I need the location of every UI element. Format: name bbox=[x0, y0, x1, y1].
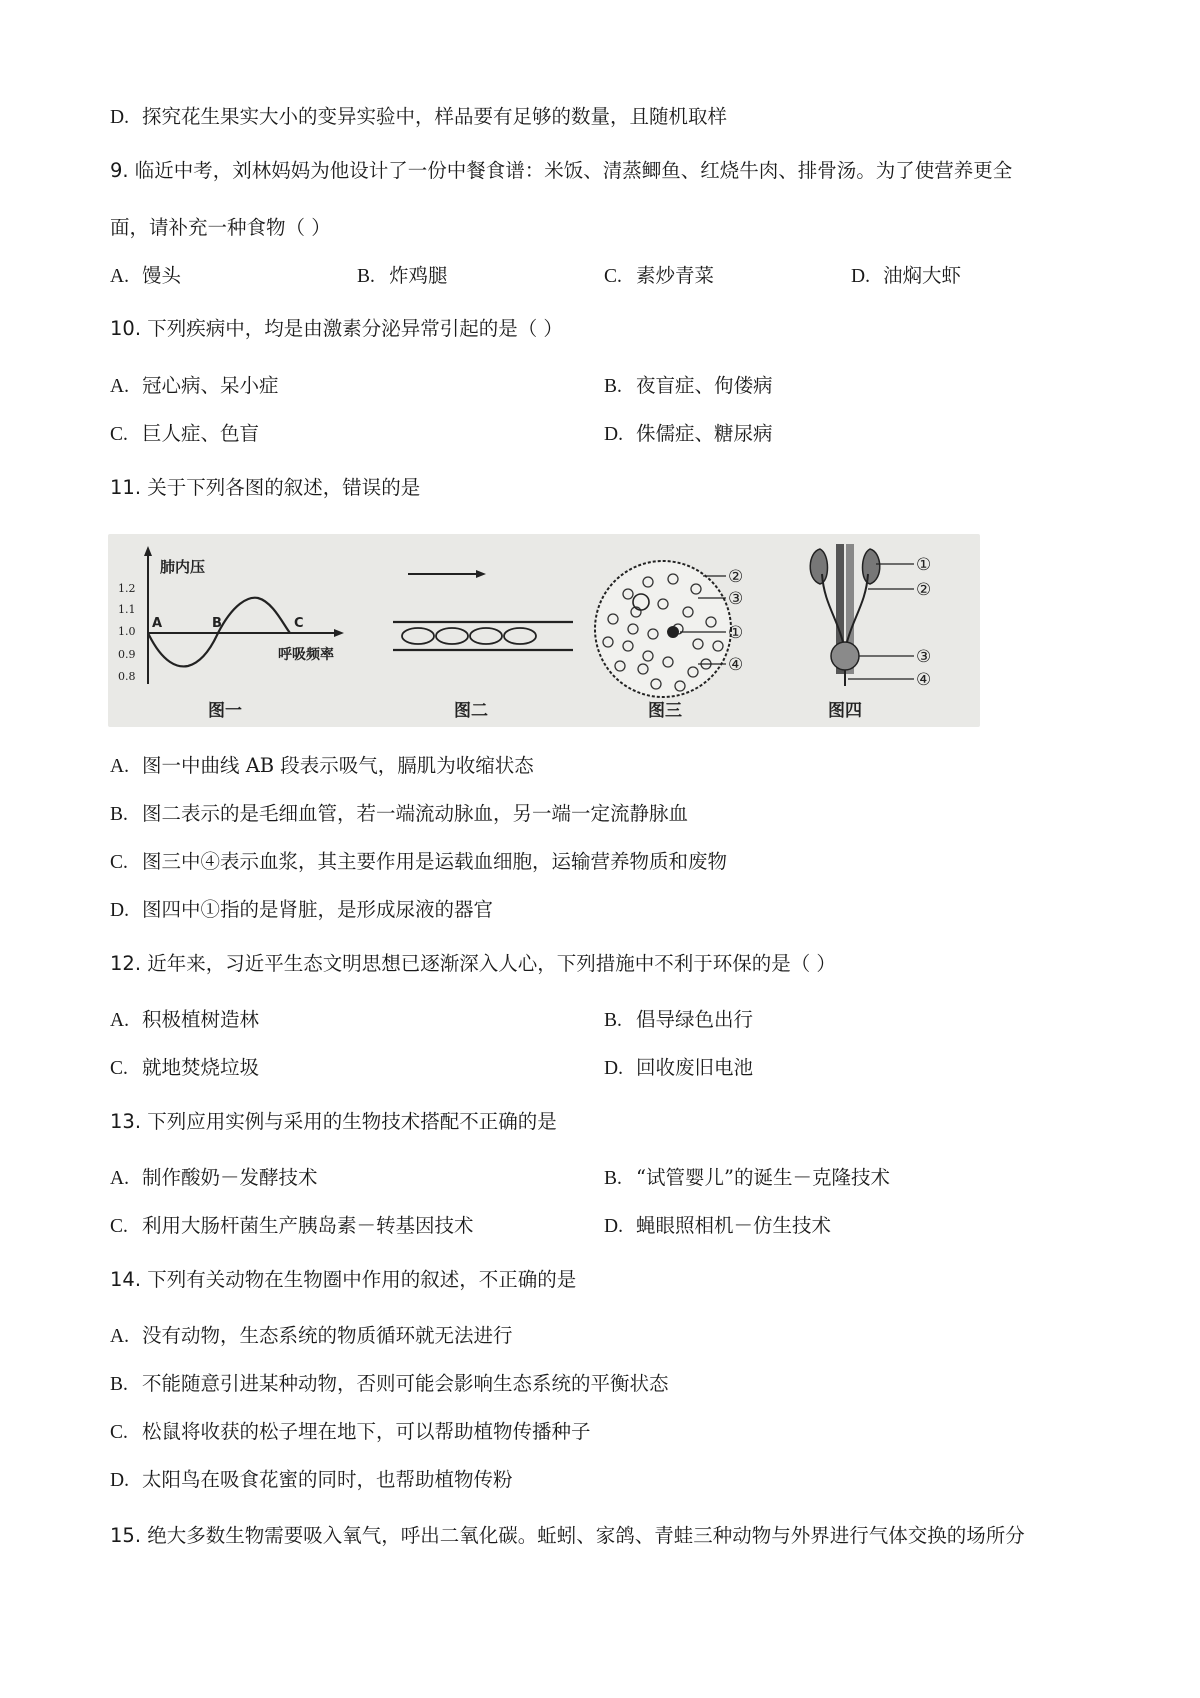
fig1-ylabel: 肺内压 bbox=[160, 558, 206, 576]
fig4-label-4: ④ bbox=[916, 670, 932, 690]
fig1-tick-1: 1.2 bbox=[118, 582, 136, 595]
q9-option-b: B. 炸鸡腿 bbox=[357, 264, 448, 287]
q12-option-c: C. 就地焚烧垃圾 bbox=[110, 1056, 260, 1079]
q13-stem: 13. 下列应用实例与采用的生物技术搭配不正确的是 bbox=[110, 1110, 557, 1133]
fig1-tick-2: 1.1 bbox=[118, 603, 136, 616]
q10-option-d: D. 侏儒症、糖尿病 bbox=[604, 422, 773, 445]
fig4-label-3: ③ bbox=[916, 647, 932, 667]
q13-option-a: A. 制作酸奶－发酵技术 bbox=[110, 1166, 318, 1189]
q8-option-d-text: 探究花生果实大小的变异实验中，样品要有足够的数量，且随机取样 bbox=[142, 105, 728, 128]
fig2-caption: 图二 bbox=[454, 701, 488, 721]
fig3-label-3: ③ bbox=[728, 589, 744, 609]
fig3-label-2: ② bbox=[728, 567, 744, 587]
q11-figure-svg bbox=[108, 534, 980, 727]
q10-stem: 10. 下列疾病中，均是由激素分泌异常引起的是（ ） bbox=[110, 317, 563, 340]
fig4-label-1: ① bbox=[916, 555, 932, 575]
fig3-label-4: ④ bbox=[728, 655, 744, 675]
q11-option-c: C. 图三中④表示血浆，其主要作用是运载血细胞，运输营养物质和废物 bbox=[110, 850, 728, 873]
q10-option-c: C. 巨人症、色盲 bbox=[110, 422, 260, 445]
q8-option-d: D. 探究花生果实大小的变异实验中，样品要有足够的数量，且随机取样 bbox=[110, 105, 728, 128]
fig3-caption: 图三 bbox=[648, 701, 682, 721]
q12-stem: 12. 近年来，习近平生态文明思想已逐渐深入人心，下列措施中不利于环保的是（ ） bbox=[110, 952, 836, 975]
fig3-blood-smear bbox=[595, 561, 743, 721]
q12-option-b: B. 倡导绿色出行 bbox=[604, 1008, 754, 1031]
fig2-capillary bbox=[393, 570, 573, 721]
fig1-tick-5: 0.8 bbox=[118, 670, 136, 683]
fig4-urinary-system bbox=[810, 544, 931, 721]
fig1-caption: 图一 bbox=[208, 701, 242, 721]
q11-stem: 11. 关于下列各图的叙述，错误的是 bbox=[110, 476, 421, 499]
q13-option-b: B. “试管婴儿”的诞生－克隆技术 bbox=[604, 1166, 890, 1189]
fig1-point-b: B bbox=[212, 616, 222, 631]
q10-option-a: A. 冠心病、呆小症 bbox=[110, 374, 279, 397]
q9-option-d: D. 油焖大虾 bbox=[851, 264, 962, 287]
fig3-label-1: ① bbox=[728, 623, 744, 643]
q13-option-d: D. 蝇眼照相机－仿生技术 bbox=[604, 1214, 832, 1237]
q14-option-c: C. 松鼠将收获的松子埋在地下，可以帮助植物传播种子 bbox=[110, 1420, 591, 1443]
q10-option-b: B. 夜盲症、佝偻病 bbox=[604, 374, 773, 397]
q14-option-a: A. 没有动物，生态系统的物质循环就无法进行 bbox=[110, 1324, 513, 1347]
fig1-pressure-graph bbox=[118, 546, 344, 721]
q14-option-d: D. 太阳鸟在吸食花蜜的同时，也帮助植物传粉 bbox=[110, 1468, 513, 1491]
q11-option-d: D. 图四中①指的是肾脏，是形成尿液的器官 bbox=[110, 898, 494, 921]
q14-stem: 14. 下列有关动物在生物圈中作用的叙述，不正确的是 bbox=[110, 1268, 577, 1291]
fig1-point-c: C bbox=[294, 616, 304, 631]
q9-stem-line2: 面，请补充一种食物（ ） bbox=[110, 216, 331, 239]
fig1-tick-4: 0.9 bbox=[118, 648, 136, 661]
q15-stem: 15. 绝大多数生物需要吸入氧气，呼出二氧化碳。蚯蚓、家鸽、青蛙三种动物与外界进行气体交换的场所分 bbox=[110, 1524, 1025, 1547]
q11-option-a: A. 图一中曲线 AB 段表示吸气，膈肌为收缩状态 bbox=[110, 754, 534, 777]
q13-option-c: C. 利用大肠杆菌生产胰岛素－转基因技术 bbox=[110, 1214, 474, 1237]
fig4-label-2: ② bbox=[916, 580, 932, 600]
fig4-caption: 图四 bbox=[828, 701, 862, 721]
q11-figure bbox=[108, 534, 980, 727]
q12-option-a: A. 积极植树造林 bbox=[110, 1008, 260, 1031]
q9-option-a: A. 馒头 bbox=[110, 264, 182, 287]
fig1-point-a: A bbox=[152, 616, 163, 631]
q9-stem-line1: 9. 临近中考，刘林妈妈为他设计了一份中餐食谱：米饭、清蒸鲫鱼、红烧牛肉、排骨汤。为了使营养更全 bbox=[110, 159, 1013, 182]
fig1-tick-3: 1.0 bbox=[118, 625, 136, 638]
q9-option-c: C. 素炒青菜 bbox=[604, 264, 715, 287]
q12-option-d: D. 回收废旧电池 bbox=[604, 1056, 754, 1079]
fig1-xlabel: 呼吸频率 bbox=[278, 647, 334, 663]
q11-option-b: B. 图二表示的是毛细血管，若一端流动脉血，另一端一定流静脉血 bbox=[110, 802, 689, 825]
q14-option-b: B. 不能随意引进某种动物，否则可能会影响生态系统的平衡状态 bbox=[110, 1372, 669, 1395]
